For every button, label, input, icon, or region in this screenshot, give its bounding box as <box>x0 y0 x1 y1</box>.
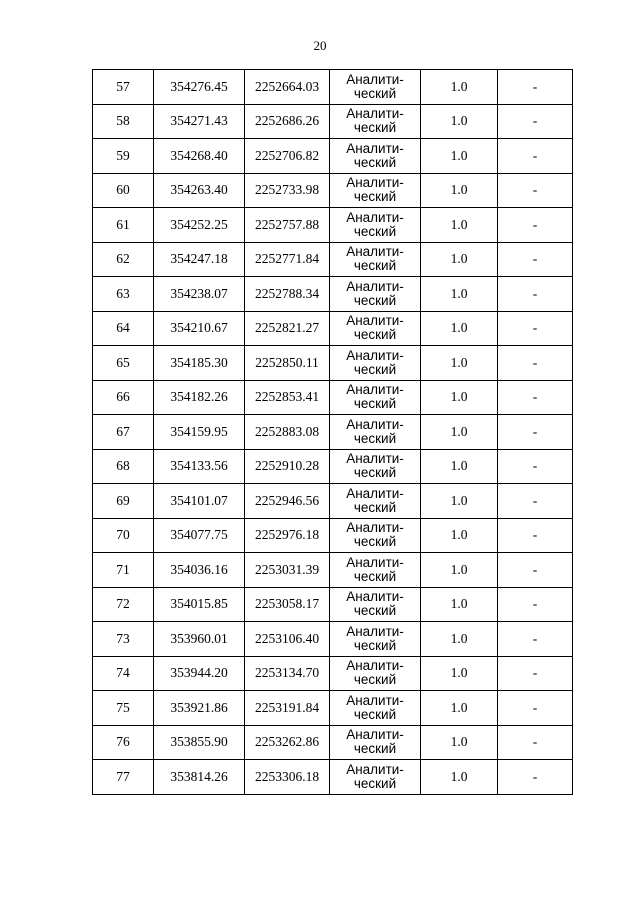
x-coordinate-cell: 354247.18 <box>154 242 245 277</box>
method-text-line-1: Аналити- <box>346 485 404 501</box>
method-text-line-1: Аналити- <box>346 209 404 225</box>
method-cell <box>330 587 421 622</box>
method-cell <box>330 311 421 346</box>
note-cell: - <box>498 346 573 381</box>
table-row <box>93 346 573 381</box>
table-row <box>93 242 573 277</box>
method-cell <box>330 449 421 484</box>
note-cell: - <box>498 725 573 760</box>
note-cell: - <box>498 104 573 139</box>
method-text-line-2: ческий <box>353 672 397 688</box>
method-text-line-2: ческий <box>353 534 397 550</box>
note-cell: - <box>498 208 573 243</box>
point-number-cell: 62 <box>93 242 154 277</box>
x-coordinate-cell: 354182.26 <box>154 380 245 415</box>
point-number-cell: 74 <box>93 656 154 691</box>
method-text-line-2: ческий <box>353 430 397 446</box>
point-number-cell: 72 <box>93 587 154 622</box>
x-coordinate-cell: 354252.25 <box>154 208 245 243</box>
point-number-cell: 63 <box>93 277 154 312</box>
method-text-line-1: Аналити- <box>346 244 404 260</box>
accuracy-cell: 1.0 <box>421 484 498 519</box>
accuracy-cell: 1.0 <box>421 656 498 691</box>
method-cell <box>330 691 421 726</box>
method-text-line-1: Аналити- <box>346 140 404 156</box>
y-coordinate-cell: 2252976.18 <box>245 518 330 553</box>
accuracy-cell: 1.0 <box>421 346 498 381</box>
method-text-line-1: Аналити- <box>346 692 404 708</box>
method-text-line-2: ческий <box>353 258 397 274</box>
point-number-cell: 66 <box>93 380 154 415</box>
method-text-line-2: ческий <box>353 292 397 308</box>
accuracy-cell: 1.0 <box>421 70 498 105</box>
table-row <box>93 518 573 553</box>
accuracy-cell: 1.0 <box>421 518 498 553</box>
table-row <box>93 484 573 519</box>
note-cell: - <box>498 449 573 484</box>
note-cell: - <box>498 691 573 726</box>
y-coordinate-cell: 2252686.26 <box>245 104 330 139</box>
table-row <box>93 70 573 105</box>
note-cell: - <box>498 656 573 691</box>
point-number-cell: 67 <box>93 415 154 450</box>
accuracy-cell: 1.0 <box>421 277 498 312</box>
method-text-line-2: ческий <box>353 223 397 239</box>
y-coordinate-cell: 2253134.70 <box>245 656 330 691</box>
table-row <box>93 449 573 484</box>
method-text-line-1: Аналити- <box>346 761 404 777</box>
method-cell <box>330 173 421 208</box>
note-cell: - <box>498 277 573 312</box>
y-coordinate-cell: 2253191.84 <box>245 691 330 726</box>
accuracy-cell: 1.0 <box>421 173 498 208</box>
point-number-cell: 73 <box>93 622 154 657</box>
method-text-line-1: Аналити- <box>346 658 404 674</box>
accuracy-cell: 1.0 <box>421 380 498 415</box>
table-row <box>93 725 573 760</box>
table-row <box>93 173 573 208</box>
note-cell: - <box>498 70 573 105</box>
x-coordinate-cell: 354133.56 <box>154 449 245 484</box>
table-row <box>93 760 573 795</box>
x-coordinate-cell: 354263.40 <box>154 173 245 208</box>
method-text-line-2: ческий <box>353 775 397 791</box>
y-coordinate-cell: 2253306.18 <box>245 760 330 795</box>
method-cell <box>330 346 421 381</box>
method-cell <box>330 415 421 450</box>
y-coordinate-cell: 2252910.28 <box>245 449 330 484</box>
y-coordinate-cell: 2252853.41 <box>245 380 330 415</box>
note-cell: - <box>498 553 573 588</box>
method-text-line-1: Аналити- <box>346 175 404 191</box>
method-text-line-1: Аналити- <box>346 416 404 432</box>
coordinates-table-body <box>93 70 573 795</box>
method-text-line-1: Аналити- <box>346 71 404 87</box>
x-coordinate-cell: 354077.75 <box>154 518 245 553</box>
y-coordinate-cell: 2253058.17 <box>245 587 330 622</box>
method-text-line-2: ческий <box>353 85 397 101</box>
table-row <box>93 622 573 657</box>
method-text-line-1: Аналити- <box>346 451 404 467</box>
note-cell: - <box>498 311 573 346</box>
method-text-line-2: ческий <box>353 154 397 170</box>
table-row <box>93 656 573 691</box>
point-number-cell: 77 <box>93 760 154 795</box>
y-coordinate-cell: 2253106.40 <box>245 622 330 657</box>
note-cell: - <box>498 139 573 174</box>
x-coordinate-cell: 354101.07 <box>154 484 245 519</box>
accuracy-cell: 1.0 <box>421 415 498 450</box>
y-coordinate-cell: 2252733.98 <box>245 173 330 208</box>
y-coordinate-cell: 2252946.56 <box>245 484 330 519</box>
method-text-line-2: ческий <box>353 603 397 619</box>
table-row <box>93 553 573 588</box>
point-number-cell: 60 <box>93 173 154 208</box>
method-text-line-1: Аналити- <box>346 313 404 329</box>
y-coordinate-cell: 2252706.82 <box>245 139 330 174</box>
x-coordinate-cell: 354268.40 <box>154 139 245 174</box>
method-text-line-2: ческий <box>353 120 397 136</box>
note-cell: - <box>498 173 573 208</box>
method-cell <box>330 760 421 795</box>
method-text-line-2: ческий <box>353 327 397 343</box>
y-coordinate-cell: 2252821.27 <box>245 311 330 346</box>
table-row <box>93 311 573 346</box>
table-row <box>93 587 573 622</box>
point-number-cell: 59 <box>93 139 154 174</box>
note-cell: - <box>498 415 573 450</box>
x-coordinate-cell: 354036.16 <box>154 553 245 588</box>
page-number: 20 <box>313 38 327 53</box>
point-number-cell: 75 <box>93 691 154 726</box>
note-cell: - <box>498 380 573 415</box>
note-cell: - <box>498 587 573 622</box>
method-cell <box>330 380 421 415</box>
method-text-line-1: Аналити- <box>346 623 404 639</box>
point-number-cell: 58 <box>93 104 154 139</box>
accuracy-cell: 1.0 <box>421 553 498 588</box>
point-number-cell: 68 <box>93 449 154 484</box>
method-text-line-1: Аналити- <box>346 589 404 605</box>
method-cell <box>330 139 421 174</box>
x-coordinate-cell: 353944.20 <box>154 656 245 691</box>
x-coordinate-cell: 354276.45 <box>154 70 245 105</box>
method-cell <box>330 484 421 519</box>
accuracy-cell: 1.0 <box>421 760 498 795</box>
point-number-cell: 61 <box>93 208 154 243</box>
table-row <box>93 415 573 450</box>
accuracy-cell: 1.0 <box>421 208 498 243</box>
x-coordinate-cell: 354015.85 <box>154 587 245 622</box>
accuracy-cell: 1.0 <box>421 311 498 346</box>
table-row <box>93 139 573 174</box>
table-row <box>93 104 573 139</box>
y-coordinate-cell: 2252771.84 <box>245 242 330 277</box>
method-text-line-2: ческий <box>353 396 397 412</box>
x-coordinate-cell: 353921.86 <box>154 691 245 726</box>
note-cell: - <box>498 760 573 795</box>
method-text-line-2: ческий <box>353 741 397 757</box>
method-text-line-2: ческий <box>353 568 397 584</box>
table-row <box>93 208 573 243</box>
method-text-line-1: Аналити- <box>346 520 404 536</box>
point-number-cell: 70 <box>93 518 154 553</box>
method-text-line-2: ческий <box>353 361 397 377</box>
y-coordinate-cell: 2252664.03 <box>245 70 330 105</box>
point-number-cell: 64 <box>93 311 154 346</box>
method-cell <box>330 277 421 312</box>
x-coordinate-cell: 354159.95 <box>154 415 245 450</box>
accuracy-cell: 1.0 <box>421 587 498 622</box>
method-cell <box>330 553 421 588</box>
method-cell <box>330 656 421 691</box>
method-text-line-1: Аналити- <box>346 106 404 122</box>
x-coordinate-cell: 353960.01 <box>154 622 245 657</box>
x-coordinate-cell: 353855.90 <box>154 725 245 760</box>
accuracy-cell: 1.0 <box>421 104 498 139</box>
y-coordinate-cell: 2252788.34 <box>245 277 330 312</box>
method-text-line-1: Аналити- <box>346 278 404 294</box>
method-cell <box>330 208 421 243</box>
method-cell <box>330 242 421 277</box>
note-cell: - <box>498 518 573 553</box>
y-coordinate-cell: 2252757.88 <box>245 208 330 243</box>
accuracy-cell: 1.0 <box>421 622 498 657</box>
point-number-cell: 65 <box>93 346 154 381</box>
method-text-line-1: Аналити- <box>346 347 404 363</box>
accuracy-cell: 1.0 <box>421 449 498 484</box>
accuracy-cell: 1.0 <box>421 725 498 760</box>
x-coordinate-cell: 354238.07 <box>154 277 245 312</box>
x-coordinate-cell: 353814.26 <box>154 760 245 795</box>
method-cell <box>330 725 421 760</box>
y-coordinate-cell: 2252850.11 <box>245 346 330 381</box>
method-text-line-2: ческий <box>353 637 397 653</box>
note-cell: - <box>498 622 573 657</box>
table-row <box>93 691 573 726</box>
method-cell <box>330 104 421 139</box>
y-coordinate-cell: 2253262.86 <box>245 725 330 760</box>
x-coordinate-cell: 354271.43 <box>154 104 245 139</box>
method-text-line-2: ческий <box>353 189 397 205</box>
note-cell: - <box>498 484 573 519</box>
accuracy-cell: 1.0 <box>421 691 498 726</box>
accuracy-cell: 1.0 <box>421 139 498 174</box>
table-row <box>93 380 573 415</box>
point-number-cell: 76 <box>93 725 154 760</box>
method-text-line-2: ческий <box>353 706 397 722</box>
table-row <box>93 277 573 312</box>
method-text-line-1: Аналити- <box>346 382 404 398</box>
method-cell <box>330 518 421 553</box>
method-text-line-2: ческий <box>353 499 397 515</box>
point-number-cell: 69 <box>93 484 154 519</box>
method-text-line-1: Аналити- <box>346 554 404 570</box>
method-cell <box>330 70 421 105</box>
y-coordinate-cell: 2253031.39 <box>245 553 330 588</box>
x-coordinate-cell: 354185.30 <box>154 346 245 381</box>
accuracy-cell: 1.0 <box>421 242 498 277</box>
point-number-cell: 71 <box>93 553 154 588</box>
y-coordinate-cell: 2252883.08 <box>245 415 330 450</box>
method-text-line-1: Аналити- <box>346 727 404 743</box>
method-cell <box>330 622 421 657</box>
point-number-cell: 57 <box>93 70 154 105</box>
method-text-line-2: ческий <box>353 465 397 481</box>
note-cell: - <box>498 242 573 277</box>
coordinates-table <box>92 69 573 795</box>
x-coordinate-cell: 354210.67 <box>154 311 245 346</box>
